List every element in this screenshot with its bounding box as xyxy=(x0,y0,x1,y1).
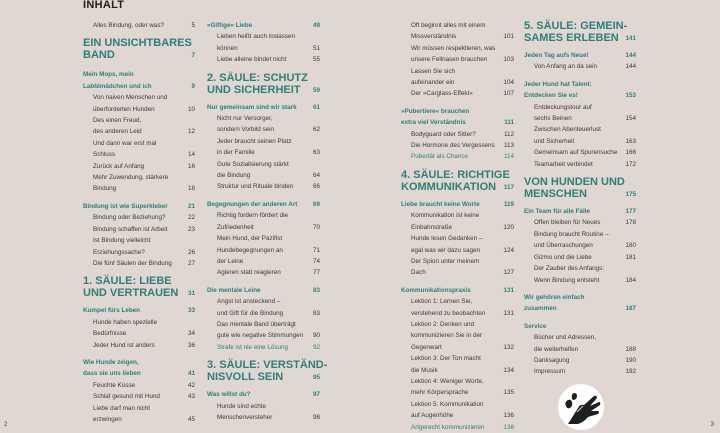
toc-entry xyxy=(207,159,320,182)
toc-page-number: 27 xyxy=(187,259,195,267)
toc-entry xyxy=(83,340,195,351)
toc-entry xyxy=(524,102,636,125)
toc-line: verstehend zu beobachten xyxy=(411,309,486,317)
toc-page-number: 132 xyxy=(503,343,514,351)
toc-entry xyxy=(207,181,320,192)
toc-line: Menschenversteher xyxy=(217,413,273,421)
toc-line: dass sie uns lieben xyxy=(83,370,141,378)
toc-entry xyxy=(401,422,514,433)
toc-entry xyxy=(524,124,636,147)
toc-page-number: 49 xyxy=(312,22,320,29)
toc-line: unsere Fellnasen brauchen xyxy=(411,56,488,64)
toc-entry xyxy=(524,252,636,263)
toc-line: BAND xyxy=(83,49,115,62)
toc-line: Mehr Zuwendung, stärkere xyxy=(93,174,169,182)
toc-line: Nicht nur Versorger, xyxy=(217,115,273,123)
toc-line: und Gift für die Bindung xyxy=(217,309,284,317)
toc-column-3 xyxy=(401,20,514,433)
toc-line: des anderen Leid xyxy=(93,128,142,136)
toc-entry xyxy=(83,380,195,391)
toc-line: Danksagung xyxy=(534,356,570,364)
page-title: INHALT xyxy=(83,0,125,11)
toc-entry xyxy=(207,136,320,159)
toc-line: und Überraschungen xyxy=(534,242,593,250)
toc-line: NISVOLL SEIN xyxy=(207,371,284,384)
toc-column-1 xyxy=(83,20,195,425)
toc-entry xyxy=(207,54,320,65)
toc-page-number: 107 xyxy=(503,90,514,98)
toc-entry xyxy=(83,138,195,161)
toc-line: KOMMUNIKATION xyxy=(401,180,497,193)
toc-entry xyxy=(524,147,636,158)
hand-paw-logo xyxy=(558,384,604,430)
toc-line: UND SICHERHEIT xyxy=(207,83,301,96)
toc-page-number: 95 xyxy=(312,374,320,382)
toc-line: Wie Hunde zeigen, xyxy=(83,358,139,366)
toc-line: Schluss xyxy=(93,151,116,159)
toc-page-number: 124 xyxy=(503,246,514,254)
toc-page-number: 51 xyxy=(312,44,320,52)
toc-line: Lektion 2: Denken und xyxy=(411,320,475,328)
toc-chapter-heading xyxy=(524,20,636,44)
toc-line: Struktur und Rituale binden xyxy=(217,183,294,191)
toc-page-number: 55 xyxy=(312,56,320,64)
toc-line: Dach xyxy=(411,269,426,277)
toc-page-number: 172 xyxy=(625,160,636,168)
toc-line: Gegenwart xyxy=(411,343,442,351)
toc-line: Lektion 1: Lernen Sie, xyxy=(411,298,473,306)
toc-line: Liebe braucht keine Worte xyxy=(401,200,480,208)
toc-line: Lassen Sie sich xyxy=(411,67,456,75)
toc-page-number: 154 xyxy=(625,115,636,123)
toc-line: Missverständnis xyxy=(411,33,457,41)
toc-line: Ist Bindung vielleicht xyxy=(93,237,151,245)
toc-line: Artgerecht kommunizieren xyxy=(411,423,485,431)
toc-line: in der Familie xyxy=(217,149,255,157)
toc-entry xyxy=(83,317,195,340)
toc-page-number: 101 xyxy=(503,33,514,41)
toc-entry xyxy=(83,115,195,138)
toc-entry xyxy=(207,233,320,256)
toc-entry xyxy=(401,353,514,376)
toc-line: Kommunikation ist keine xyxy=(411,212,480,220)
toc-entry xyxy=(83,224,195,235)
toc-line: Und dann war erst mal xyxy=(93,139,157,147)
toc-entry xyxy=(207,401,320,424)
toc-page-number: 92 xyxy=(312,343,320,351)
toc-section-heading xyxy=(83,69,195,92)
toc-line: Mein Mops, mein xyxy=(83,71,134,79)
toc-line: und Sicherheit xyxy=(534,137,575,145)
toc-line: Erziehungssache? xyxy=(93,248,145,256)
toc-line: Wenn Bindung entsteht xyxy=(534,276,600,284)
toc-line: Der »Carglass-Effekt« xyxy=(411,90,473,98)
toc-line: Gemeinsam auf Spurensuche xyxy=(534,149,618,157)
toc-entry xyxy=(401,376,514,399)
toc-entry xyxy=(524,355,636,366)
toc-line: 3. SÄULE: VERSTÄND- xyxy=(207,359,328,372)
toc-section-heading xyxy=(401,199,514,210)
toc-page-number: 10 xyxy=(187,105,195,113)
toc-line: Jeder braucht seinen Platz xyxy=(217,137,292,145)
toc-page-number: 153 xyxy=(625,92,636,100)
toc-line: Bindung xyxy=(93,185,117,193)
toc-page-number: 41 xyxy=(187,370,195,378)
toc-entry xyxy=(83,172,195,195)
toc-page-number: 7 xyxy=(191,52,195,60)
toc-page-number: 98 xyxy=(312,413,320,421)
toc-section-heading xyxy=(207,199,320,210)
toc-page-number: 175 xyxy=(625,191,636,199)
toc-line: Einbahnstraße xyxy=(411,223,452,231)
toc-section-heading xyxy=(524,50,636,61)
toc-entry xyxy=(83,403,195,426)
toc-line: kommunizieren Sie in der xyxy=(411,332,483,340)
toc-section-heading xyxy=(401,285,514,296)
toc-page-number: 144 xyxy=(625,63,636,71)
toc-page-number: 135 xyxy=(503,389,514,397)
toc-line: Begegnungen der anderen Art xyxy=(207,200,298,208)
toc-line: »Giftige« Liebe xyxy=(207,22,253,29)
toc-section-heading xyxy=(207,285,320,296)
toc-line: Bindung oder Beziehung? xyxy=(93,214,166,222)
toc-page-number: 61 xyxy=(312,103,320,111)
toc-page-number: 113 xyxy=(503,142,514,150)
toc-line: Der Spion unter meinem xyxy=(411,257,480,265)
toc-page-number: 34 xyxy=(187,330,195,338)
toc-line: Entdecken Sie es! xyxy=(524,92,578,100)
toc-page-number: 23 xyxy=(187,225,195,233)
toc-line: Der Zauber des Anfangs: xyxy=(534,265,605,273)
toc-line: 1. SÄULE: LIEBE xyxy=(83,275,172,288)
toc-line: UND VERTRAUEN xyxy=(83,287,179,300)
toc-line: 2. SÄULE: SCHUTZ xyxy=(207,71,308,84)
toc-page-number: 112 xyxy=(503,130,514,138)
toc-page-number: 62 xyxy=(312,126,320,134)
toc-page-number: 45 xyxy=(187,415,195,423)
toc-line: der Leine xyxy=(217,257,244,265)
toc-line: Hunde sind echte xyxy=(217,402,267,410)
toc-line: Ein Team für alle Fälle xyxy=(524,208,591,216)
toc-column-2 xyxy=(207,20,328,423)
toc-line: Offen bleiben für Neues xyxy=(534,219,601,227)
toc-column-4 xyxy=(524,20,636,378)
toc-page-number: 64 xyxy=(312,172,320,180)
toc-page-number: 120 xyxy=(503,223,514,231)
toc-entry xyxy=(401,151,514,162)
toc-line: Zurück auf Anfang xyxy=(93,162,145,170)
toc-line: Feuchte Küsse xyxy=(93,381,136,389)
toc-entry xyxy=(207,256,320,267)
toc-page-number: 166 xyxy=(625,149,636,157)
toc-line: Bindung ist wie Superkleber xyxy=(83,202,168,210)
toc-page-number: 12 xyxy=(187,128,195,136)
toc-line: Bücher und Adressen, xyxy=(534,334,596,342)
toc-page-number: 97 xyxy=(312,391,320,399)
toc-page-number: 127 xyxy=(503,269,514,277)
toc-entry xyxy=(83,92,195,115)
toc-line: VON HUNDEN UND xyxy=(524,176,625,189)
toc-line: EIN UNSICHTBARES xyxy=(83,37,192,50)
toc-entry xyxy=(401,43,514,66)
toc-line: Hundebegegnungen an xyxy=(217,246,283,254)
toc-line: Wir gehören einfach xyxy=(524,293,585,301)
toc-page-number: 22 xyxy=(187,214,195,222)
toc-page-number: 192 xyxy=(625,368,636,376)
toc-line: Gute Sozialisierung stärkt xyxy=(217,160,289,168)
toc-entry xyxy=(524,332,636,355)
toc-page-number: 16 xyxy=(187,162,195,170)
toc-entry xyxy=(207,113,320,136)
toc-page-number: 77 xyxy=(312,269,320,277)
toc-page-number: 111 xyxy=(504,119,514,127)
toc-section-heading xyxy=(524,321,636,332)
toc-section-heading xyxy=(207,20,320,31)
toc-line: Liebe alleine bindet nicht xyxy=(217,56,287,64)
toc-line: die Bindung xyxy=(217,172,251,180)
toc-line: Bindung braucht Routine – xyxy=(534,230,609,238)
toc-line: »Pubertiere« brauchen xyxy=(401,107,470,115)
toc-line: Entdeckungstour auf xyxy=(534,103,592,111)
toc-line: Des einen Freud, xyxy=(93,117,142,125)
toc-line: Teamarbeit verbindet xyxy=(534,160,593,168)
toc-section-heading xyxy=(207,102,320,113)
toc-line: Hunde lesen Gedanken – xyxy=(411,235,483,243)
toc-entry xyxy=(401,296,514,319)
toc-chapter-heading xyxy=(83,275,195,299)
toc-line: Jeder Hund ist anders xyxy=(93,341,155,349)
toc-page-number: 184 xyxy=(625,276,636,284)
toc-entry xyxy=(207,210,320,233)
toc-page-number: 114 xyxy=(503,153,514,161)
toc-line: MENSCHEN xyxy=(524,188,587,201)
toc-line: Das mentale Band überträgt xyxy=(217,320,296,328)
toc-page-number: 178 xyxy=(625,219,636,227)
toc-line: Alles Bindung, oder was? xyxy=(93,22,165,29)
toc-page-number: 66 xyxy=(312,183,320,191)
toc-entry xyxy=(524,229,636,252)
toc-entry xyxy=(83,258,195,269)
toc-line: Labbimädchen und ich xyxy=(83,82,152,90)
toc-line: Die Hormone des Vergessens xyxy=(411,142,495,150)
toc-page-number: 190 xyxy=(625,356,636,364)
toc-section-heading xyxy=(83,305,195,316)
toc-entry xyxy=(401,66,514,89)
toc-page-number: 134 xyxy=(503,366,514,374)
toc-page-number: 14 xyxy=(187,151,195,159)
toc-entry xyxy=(401,319,514,353)
toc-line: Jeder Hund hat Talent: xyxy=(524,80,592,88)
toc-line: Was willst du? xyxy=(207,391,251,399)
toc-line: Angst ist ansteckend – xyxy=(217,298,281,306)
toc-line: Liebe darf man nicht xyxy=(93,404,151,412)
toc-chapter-heading xyxy=(207,72,320,96)
toc-entry xyxy=(83,235,195,258)
toc-page-number: 70 xyxy=(312,223,320,231)
toc-page-number: 69 xyxy=(312,200,320,208)
toc-line: Richtig fordern fördert die xyxy=(217,212,289,220)
toc-page-number: 131 xyxy=(503,286,514,294)
toc-line: auf Augenhöhe xyxy=(411,412,454,420)
toc-line: mehr Körpersprache xyxy=(411,389,469,397)
toc-entry xyxy=(207,319,320,342)
toc-line: sondern Vorbild sein xyxy=(217,126,275,134)
toc-line: SAMES ERLEBEN xyxy=(524,32,619,44)
toc-line: Lektion 4: Weniger Worte, xyxy=(411,377,484,385)
toc-line: die Musik xyxy=(411,366,438,374)
toc-line: Lektion 5: Kommunikation xyxy=(411,400,484,408)
toc-line: können xyxy=(217,44,238,52)
toc-page-number: 83 xyxy=(312,309,320,317)
toc-line: Lektion 3: Der Ton macht xyxy=(411,355,481,363)
toc-line: Mein Hund, der Pazifist xyxy=(217,235,283,243)
toc-line: 4. SÄULE: RICHTIGE xyxy=(401,168,510,181)
toc-line: Kommunikationspraxis xyxy=(401,286,471,294)
toc-entry xyxy=(524,159,636,170)
toc-line: Oft beginnt alles mit einem xyxy=(411,22,486,29)
toc-entry xyxy=(207,31,320,54)
toc-line: Bedürfnisse xyxy=(93,330,127,338)
toc-line: Jeden Tag aufs Neue! xyxy=(524,52,589,59)
toc-entry xyxy=(401,256,514,279)
toc-page-number: 31 xyxy=(187,290,195,298)
toc-page-number: 119 xyxy=(503,200,514,208)
toc-line: Wir müssen respektieren, was xyxy=(411,44,496,52)
toc-line: Schlaf gesund mit Hund xyxy=(93,393,160,401)
toc-line: Von Anfang an da sein xyxy=(534,63,598,71)
toc-line: Impressum xyxy=(534,368,566,376)
toc-section-heading xyxy=(524,206,636,217)
toc-line: Kumpel fürs Leben xyxy=(83,307,141,315)
toc-page-number: 187 xyxy=(625,305,636,313)
toc-entry xyxy=(83,161,195,172)
toc-page-number: 18 xyxy=(187,185,195,193)
toc-page-number: 103 xyxy=(503,56,514,64)
toc-line: egal was wir dazu sagen xyxy=(411,246,480,254)
toc-line: Bindung schaffen ist Arbeit xyxy=(93,225,168,233)
toc-page-number: 71 xyxy=(312,246,320,254)
toc-entry xyxy=(401,88,514,99)
page-number-right: 3 xyxy=(710,422,714,428)
toc-section-heading xyxy=(83,357,195,380)
toc-entry xyxy=(524,61,636,72)
toc-line: Strafe ist nie eine Lösung xyxy=(217,343,289,351)
toc-line: Nur gemeinsam sind wir stark xyxy=(207,103,297,111)
toc-page-number: 21 xyxy=(187,202,195,210)
toc-line: Bodyguard oder Sitter? xyxy=(411,130,476,138)
toc-entry xyxy=(207,267,320,278)
toc-entry xyxy=(401,129,514,140)
toc-section-heading xyxy=(401,106,514,129)
toc-page-number: 33 xyxy=(187,307,195,315)
toc-page-number: 36 xyxy=(187,341,195,349)
toc-page-number: 74 xyxy=(312,257,320,265)
toc-page-number: 42 xyxy=(187,381,195,389)
toc-entry xyxy=(401,140,514,151)
toc-entry xyxy=(524,366,636,377)
page-number-left: 2 xyxy=(4,422,8,428)
toc-line: die weiterhelfen xyxy=(534,345,579,353)
toc-line: Pubertät als Chance xyxy=(411,153,469,161)
toc-line: Zufriedenheit xyxy=(217,223,254,231)
toc-line: sechs Beinen xyxy=(534,115,572,123)
toc-line: Lieben heißt auch loslassen xyxy=(217,33,296,41)
toc-line: Agieren statt reagieren xyxy=(217,269,281,277)
toc-page-number: 188 xyxy=(625,345,636,353)
toc-line: Von naiven Menschen und xyxy=(93,94,168,102)
toc-line: erzwingen xyxy=(93,415,122,423)
toc-page-number: 83 xyxy=(312,286,320,294)
toc-entry xyxy=(207,342,320,353)
toc-page-number: 63 xyxy=(312,149,320,157)
toc-page-number: 177 xyxy=(625,208,636,216)
toc-line: 5. SÄULE: GEMEIN- xyxy=(524,20,628,32)
toc-page-number: 9 xyxy=(191,82,195,90)
toc-page-number: 138 xyxy=(503,423,514,431)
toc-entry xyxy=(524,217,636,228)
toc-line: überforderten Hunden xyxy=(93,105,155,113)
toc-section-heading xyxy=(207,389,320,400)
toc-page-number: 136 xyxy=(503,412,514,420)
toc-page-number: 131 xyxy=(503,309,514,317)
toc-entry xyxy=(524,263,636,286)
toc-entry xyxy=(207,296,320,319)
toc-entry xyxy=(401,399,514,422)
toc-chapter-heading xyxy=(207,359,328,384)
toc-section-heading xyxy=(524,79,636,102)
toc-section-heading xyxy=(83,201,195,212)
toc-page-number: 163 xyxy=(625,137,636,145)
toc-line: Service xyxy=(524,322,547,330)
toc-page-number: 181 xyxy=(625,253,636,261)
toc-page-number: 5 xyxy=(191,22,195,29)
toc-entry xyxy=(401,210,514,233)
toc-line: Die fünf Säulen der Bindung xyxy=(93,259,172,267)
toc-page-number: 141 xyxy=(625,35,636,42)
toc-chapter-heading xyxy=(524,176,636,200)
toc-line: Die mentale Leine xyxy=(207,286,261,294)
toc-page-number: 43 xyxy=(187,393,195,401)
toc-entry xyxy=(83,391,195,402)
toc-line: Zwischen Abenteuerlust xyxy=(534,126,601,134)
toc-line: Gizmo und die Liebe xyxy=(534,253,592,261)
toc-entry xyxy=(83,212,195,223)
toc-page-number: 104 xyxy=(503,79,514,87)
toc-line: extra viel Verständnis xyxy=(401,119,466,127)
toc-chapter-heading xyxy=(401,169,514,193)
toc-page-number: 144 xyxy=(625,52,636,59)
toc-page-number: 180 xyxy=(625,242,636,250)
toc-line: zusammen xyxy=(524,305,557,313)
toc-page-number: 90 xyxy=(312,332,320,340)
toc-entry xyxy=(83,20,195,31)
toc-line: Hunde haben spezielle xyxy=(93,318,158,326)
toc-chapter-heading xyxy=(83,37,195,61)
toc-line: gute wie negative Stimmungen xyxy=(217,332,304,340)
toc-page-number: 59 xyxy=(312,86,320,94)
toc-entry xyxy=(401,233,514,256)
toc-section-heading xyxy=(524,292,636,315)
toc-line: aufeinander ein xyxy=(411,79,455,87)
toc-entry xyxy=(401,20,514,43)
toc-page-number: 117 xyxy=(503,183,514,191)
toc-page-number: 26 xyxy=(187,248,195,256)
